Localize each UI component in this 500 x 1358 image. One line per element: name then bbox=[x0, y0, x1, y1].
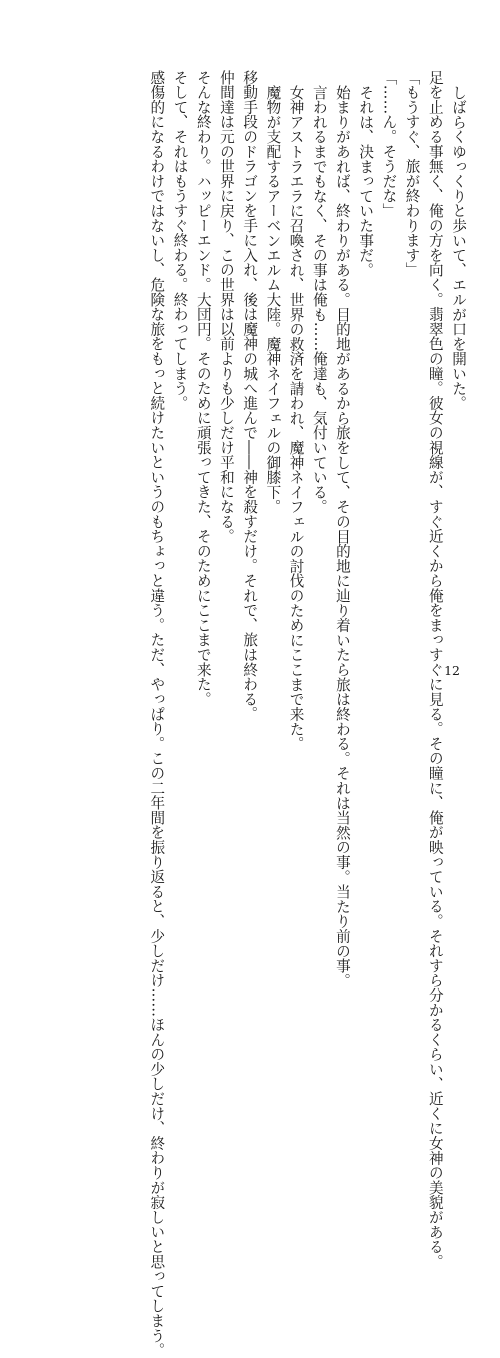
paragraph-4-dialogue: 「……ん。そうだな」 bbox=[380, 70, 398, 218]
paragraph-2: 足を止める事無く、俺の方を向く。翡翠色の瞳。彼女の視線が、すぐ近くから俺をまっすぐに見る。その瞳に、俺が映っている。それすら分かるくらい、近くに女神の美貌がある。 bbox=[426, 70, 444, 1269]
paragraph-8: 女神アストラエラに召喚され、世界の救済を請われ、魔神ネイフェルの討伐のためにここまで来た。 bbox=[287, 84, 305, 751]
page-number: 12 bbox=[444, 663, 460, 678]
paragraph-6: 始まりがあれば、終わりがある。目的地があるから旅をして、その目的地に辿り着いたら旅は終わる。それは当然の事。当たり前の事。 bbox=[333, 84, 351, 988]
paragraph-11: 感傷的になるわけではないし、危険な旅をもっと続けたいというのもちょっと違う。ただ、やっぱり。この二年間を振り返ると、少しだけ……ほんの少しだけ、終わりが寂しいと思ってしまう。 bbox=[148, 70, 166, 1358]
paragraph-1: しばらくゆっくりと歩いて、エルが口を開いた。 bbox=[450, 84, 467, 411]
paragraph-5: それは、決まっていた事だ。 bbox=[357, 84, 375, 277]
paragraph-7: 言われるまでもなく、その事は俺も……俺達も、気付いている。 bbox=[310, 84, 328, 514]
paragraph-10: 移動手段のドラゴンを手に入れ、後は魔神の城へ進んで――神を殺すだけ。それで、旅は終わる。 仲間達は元の世界に戻り、この世界は以前よりも少しだけ平和になる。 そんな終わり。ハッピーエンド。大団円。そのために頑張ってきた、そのためにここまで来た。 そして、それはもうすぐ終わる。終わってしまう。 bbox=[171, 70, 259, 722]
paragraph-3-dialogue: 「もうすぐ、旅が終わります」 bbox=[403, 70, 421, 278]
paragraph-9: 魔物が支配するアーベンエルム大陸。魔神ネイフェルの御膝下。 bbox=[264, 84, 282, 514]
